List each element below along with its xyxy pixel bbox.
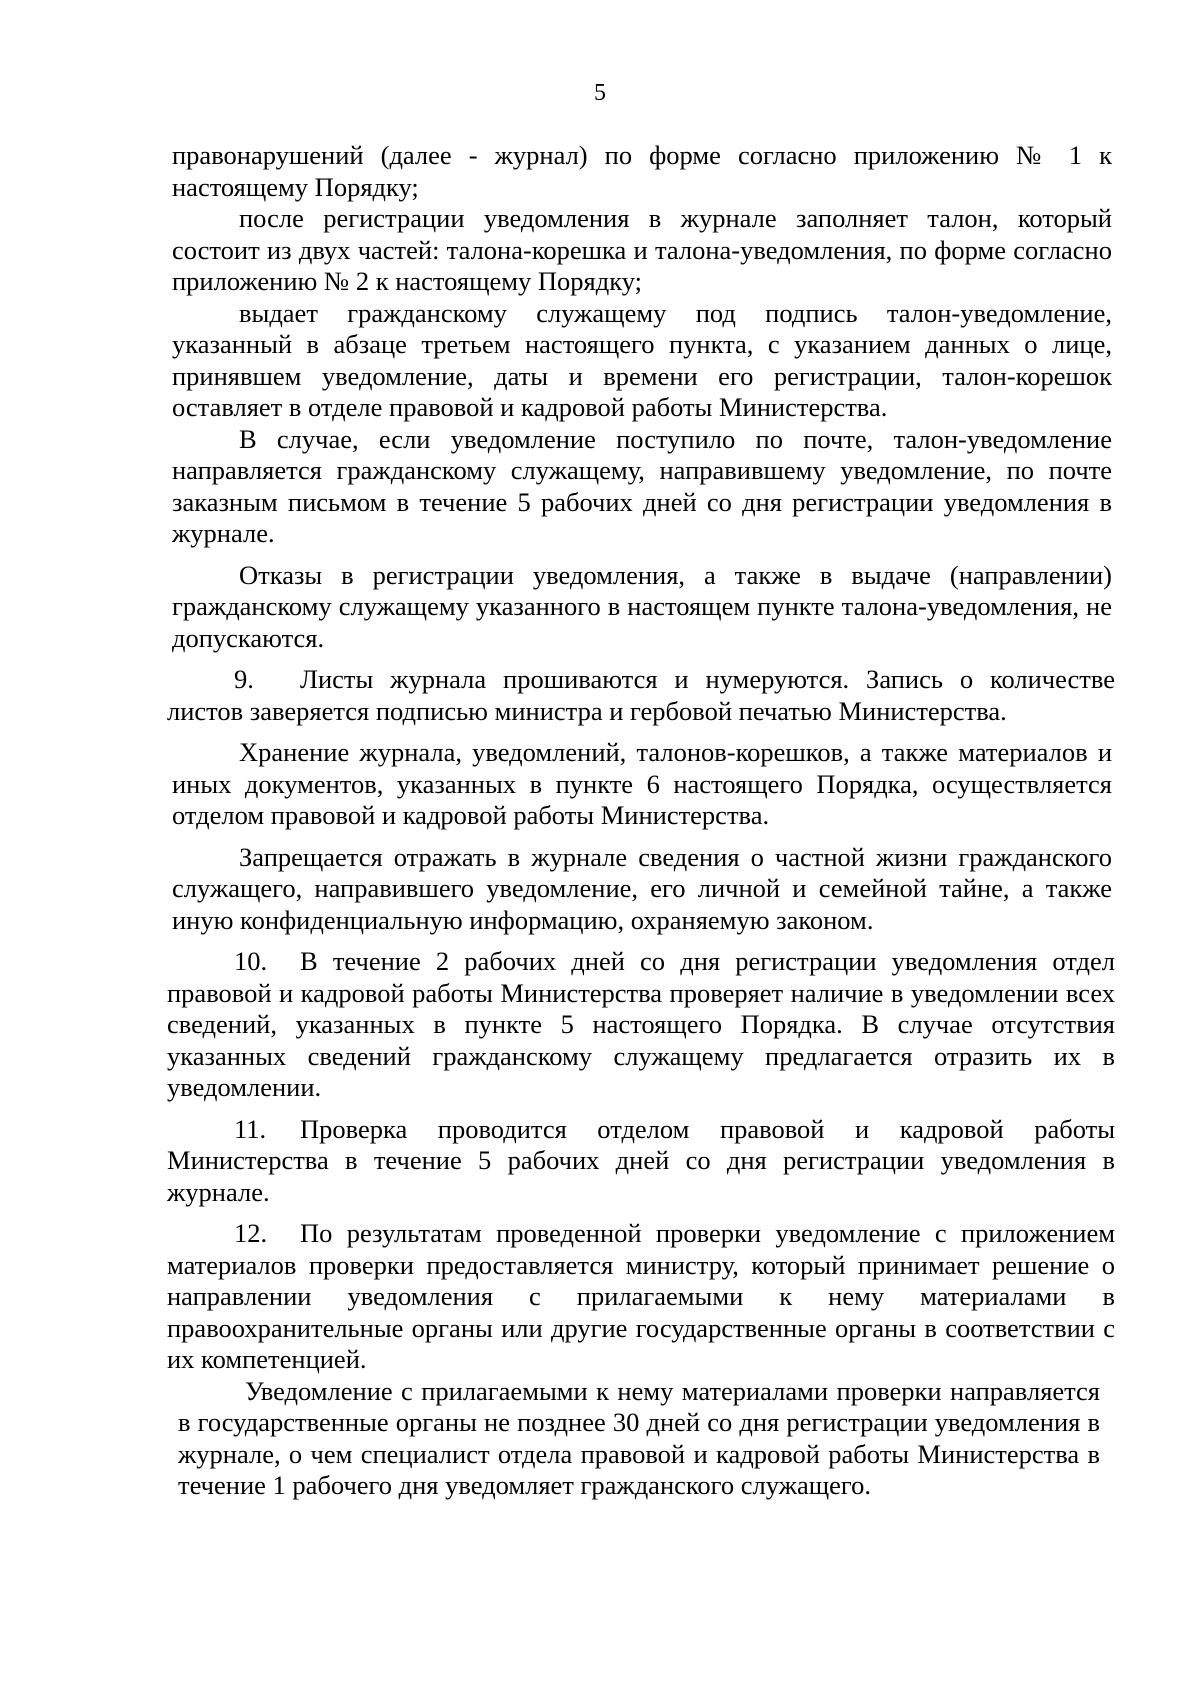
paragraph-refusal-prohibited: Отказы в регистрации уведомления, а также в выдаче (направлении) гражданскому служащему указанного в настоящем пункте талона-уведомления, не допускаются. (172, 559, 1112, 653)
paragraph-storage: Хранение журнала, уведомлений, талонов-корешков, а также материалов и иных документов, указанных в пункте 6 настоящего Порядка, осуществляется отделом правовой и кадровой работы Министерства. (172, 737, 1112, 830)
page-number: 5 (594, 80, 606, 106)
paragraph-continuation: правонарушений (далее - журнал) по форме согласно приложению № 1 к настоящему Порядку; (172, 140, 1112, 202)
clause-number: 11. (234, 1113, 267, 1144)
paragraph-privacy: Запрещается отражать в журнале сведения о частной жизни гражданского служащего, направившего уведомление, его личной и семейной тайне, а также иную конфиденциальную информацию, охраняемую законом. (172, 841, 1112, 935)
clause-11 (167, 1114, 1115, 1209)
clause-text: В течение 2 рабочих дней со дня регистрации уведомления отдел правовой и кадровой работы Министерства проверяет наличие в уведомлении всех сведений, указанных в пункте 5 настоящего Порядка. В случае отсутствия указанных сведений гражданскому служащему предлагается отразить их в уведомлении. (167, 946, 1115, 1102)
clause-number: 9. (234, 664, 254, 694)
clause-text: Листы журнала прошиваются и нумеруются. Запись о количестве листов заверяется подписью министра и гербовой печатью Министерства. (167, 664, 1115, 726)
document-body (167, 140, 1115, 1502)
paragraph-talon-filling: после регистрации уведомления в журнале заполняет талон, который состоит из двух частей: талона-корешка и талона-уведомления, по форме согласно приложению № 2 к настоящему Порядку; (172, 203, 1112, 296)
clause-12 (167, 1218, 1115, 1376)
clause-10 (167, 946, 1115, 1104)
clause-9 (167, 664, 1115, 727)
paragraph-talon-issue: выдает гражданскому служащему под подпись талон-уведомление, указанный в абзаце третьем настоящего пункта, с указанием данных о лице, принявшем уведомление, даты и времени его регистрации, талон-корешок оставляет в отделе правовой и кадровой работы Министерства. (172, 297, 1112, 422)
paragraph-postal-notice: В случае, если уведомление поступило по почте, талон-уведомление направляется гражданскому служащему, направившему уведомление, по почте заказным письмом в течение 5 рабочих дней со дня регистрации уведомления в журнале. (172, 423, 1112, 548)
clause-number: 10. (234, 946, 268, 976)
clause-text: По результатам проведенной проверки уведомление с приложением материалов проверки предоставляется министру, который принимает решение о направлении уведомления с прилагаемыми к нему материалами в правоохранительные органы или другие государственные органы в соответствии с их компетенцией. (167, 1218, 1115, 1374)
clause-number: 12. (234, 1218, 268, 1248)
paragraph-forwarding: Уведомление с прилагаемыми к нему материалами проверки направляется в государственные органы не позднее 30 дней со дня регистрации уведомления в журнале, о чем специалист отдела правовой и кадровой работы Министерства в течение 1 рабочего дня уведомляет гражданского служащего. (178, 1375, 1100, 1500)
clause-text: Проверка проводится отделом правовой и кадровой работы Министерства в течение 5 рабочих дней со дня регистрации уведомления в журнале. (167, 1113, 1115, 1207)
